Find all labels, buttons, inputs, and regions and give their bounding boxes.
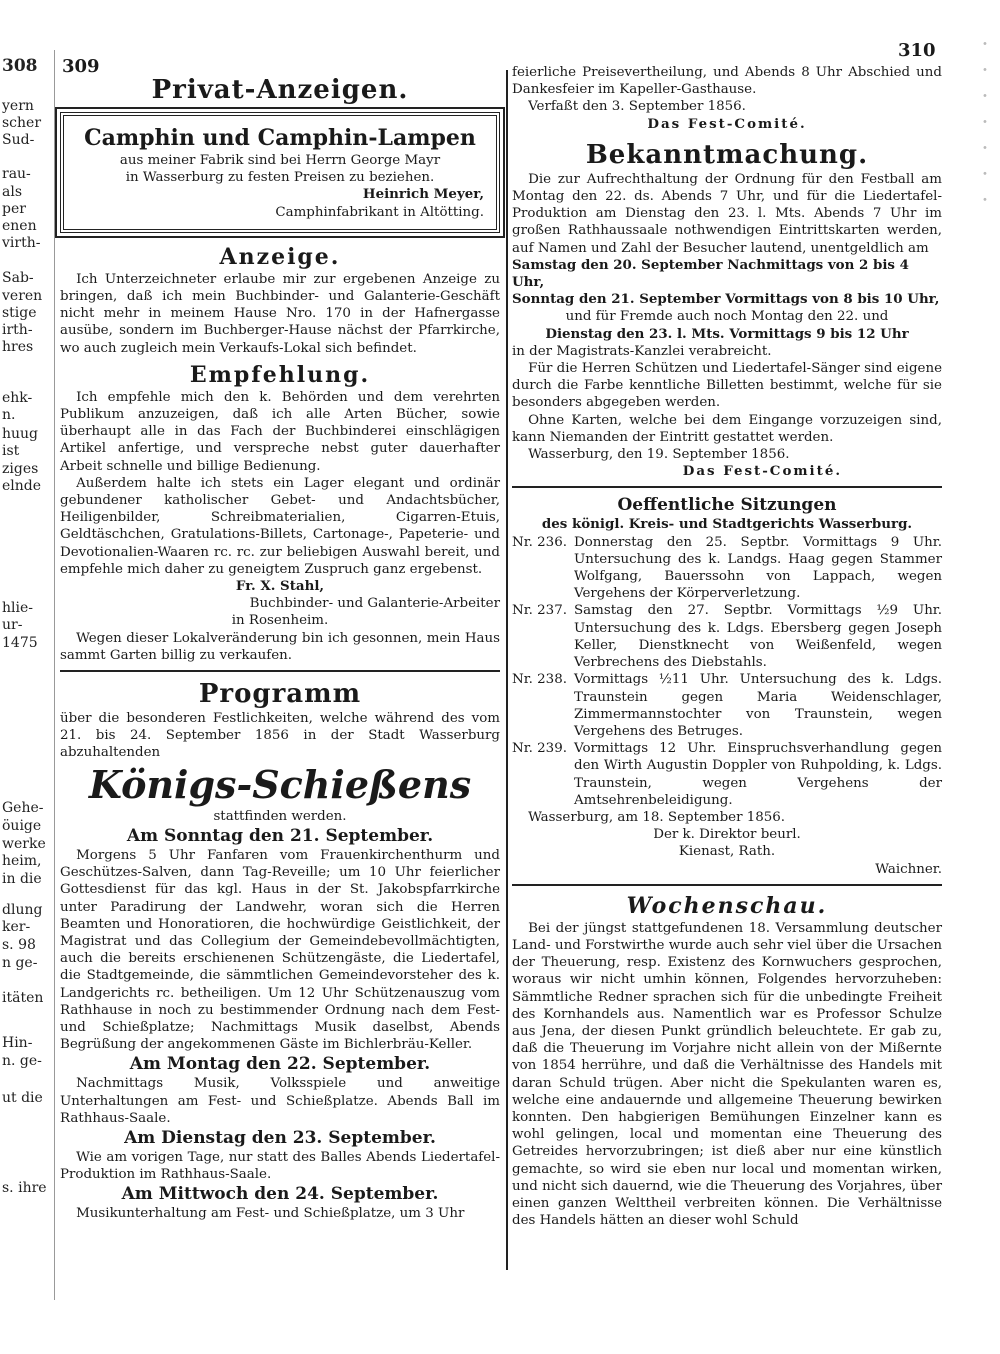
next-page-edge (954, 0, 1000, 1354)
margin-fragment: irth- (2, 322, 33, 338)
camphin-ad-signer-role: Camphinfabrikant in Altötting. (275, 204, 484, 220)
bekanntmachung-paragraph-2: Für die Herren Schützen und Liedertafel-Sänger sind eigene durch die Farbe kenntliche Billetten bestimmt, welche für sie besonders abgegeben werden. (512, 361, 942, 411)
day-text-monday: Nachmittags Musik, Volksspiele und anweitige Unterhaltungen am Fest- und Schießplatze. Abends Ball im Rathhaus-Saale. (60, 1076, 500, 1126)
margin-fragment: hres (2, 339, 34, 355)
sitzung-number: Nr. 237. (512, 603, 567, 619)
margin-fragment: rau- (2, 166, 31, 182)
bekanntmachung-schedule-1: Samstag den 20. September Nachmittags von 2 bis 4 Uhr, (512, 256, 909, 291)
margin-fragment: öuige (2, 818, 42, 834)
margin-fragment: hlie- (2, 600, 33, 616)
day-heading-monday: Am Montag den 22. September. (129, 1054, 431, 1075)
left-page-number: 309 (62, 56, 100, 77)
margin-fragment: dlung (2, 902, 43, 918)
bekanntmachung-schedule-5: in der Magistrats-Kanzlei verabreicht. (512, 343, 772, 359)
right-page-number: 310 (898, 40, 936, 61)
programm-intro-2: stattfinden werden. (213, 808, 347, 824)
margin-fragment: n. (2, 407, 16, 423)
prev-page-number: 308 (2, 56, 38, 76)
sitzung-text: Samstag den 27. Septbr. Vormittags ½9 Uhr. Untersuchung des k. Ldgs. Ebersberg gegen Joseph Keller, Dienstknecht von Weißenfeld, wegen Verbrechens des Diebstahls. (574, 603, 942, 671)
bekanntmachung-schedule-2: Sonntag den 21. September Vormittags von 8 bis 10 Uhr, (512, 291, 940, 308)
empfehlung-paragraph-2: Außerdem halte ich stets ein Lager elegant und ordinär gebundener katholischer Gebet- und Andachtsbücher, Heiligenbilder, Schreibmaterialien, Cigarren-Etuis, Geldtäschchen, Gratulations-Billets, Cartonage-, Papeterie- und Devotionalien-Waaren rc. rc. zur beliebigen Auswahl bereit, und empfehle mich daher zu geneigtem Zuspruch ganz ergebenst. (60, 475, 500, 577)
programm-signer: Das Fest-Comité. (647, 115, 807, 132)
margin-fragment: n. ge- (2, 1053, 42, 1069)
margin-fragment: 1475 (2, 635, 38, 651)
margin-fragment: s. ihre (2, 1180, 47, 1196)
bekanntmachung-schedule-3: und für Fremde auch noch Montag den 22. und (565, 309, 889, 325)
margin-fragment: stige (2, 305, 37, 321)
programm-continuation: feierliche Preisevertheilung, und Abends 8 Uhr Abschied und Dankesfeier im Kapeller-Gasthause. (512, 65, 942, 98)
empfehlung-signer: Fr. X. Stahl, (235, 578, 325, 595)
camphin-ad-line1: aus meiner Fabrik sind bei Herrn George Mayr (119, 153, 441, 168)
wochenschau-text: Bei der jüngst stattgefundenen 18. Versammlung deutscher Land- und Forstwirthe wurde auch sehr viel über die Ursachen der Theuerung, resp. Existenz des Kornwuchers gesprochen, woraus wir nicht umhin können, Folgendes hervorzuheben: Sämmtliche Redner sprachen sich für die unbedingte Freiheit des Kornhandels aus. Namentlich war es Professor Schulze aus Jena, der diesen Punkt gründlich beleuchtete. Er gab zu, daß die Theuerung im Vorjahre nicht allein von der Mißernte von 1854 herrühre, und daß die Verhältnisse des Handels mit daran Schuld trügen. Aber nicht die Spekulanten waren es, welche eine andauernde und allgemeine Theuerung bewirken konnten. Den habgierigen Bemühungen Einzelner kann es wohl gelingen, local und momentan eine Theuerung des Getreides hervorzubringen; ist dieß aber nur eine künstlich gemachte, so wird sie eben nur local und momentan wirken, und nicht sich dauernd, wie die Theuerung des Vorjahres, über einen ganzen Welttheil verbreiten können. Die Verhältnisse des Handels hätten an dieser wohl Schuld (512, 920, 942, 1229)
bekanntmachung-paragraph-1: Die zur Aufrechthaltung der Ordnung für den Festball am Montag den 22. ds. Abends 7 Uhr, und für die Liedertafel-Produktion am Dienstag den 23. l. Mts. Abends 7 Uhr im großen Rathhaussaale nothwendigen Eintrittskarten werden, auf Namen und Zahl der Besucher lautend, unentgeldlich am (512, 171, 942, 256)
separator (60, 670, 500, 672)
margin-fragment: werke (2, 836, 46, 852)
sitzung-text: Vormittags ½11 Uhr. Untersuchung des k. Ldgs. Traunstein gegen Maria Weidenschlager, Zimmermannstochter von Traunstein, wegen Vergehens des Betruges. (574, 672, 942, 739)
empfehlung-signer-place: in Rosenheim. (231, 613, 329, 629)
page-gutter-line (54, 50, 55, 1300)
separator (512, 884, 942, 886)
programm-big-title: Königs-Schießens (88, 761, 472, 807)
anzeige-title: Anzeige. (219, 243, 341, 270)
column-divider (506, 70, 508, 1270)
sitzungen-clerk: Waichner. (875, 861, 942, 877)
day-text-sunday: Morgens 5 Uhr Fanfaren vom Frauenkirchenthurm und Geschützes-Salven, dann Tag-Reveille; um 10 Uhr feierlicher Gottesdienst für das kgl. Haus in der St. Jakobspfarrkirche unter Paradirung der Landwehr, woran sich die Herren Beamten und Honoratioren, die hochwürdige Geistlichkeit, der Magistrat und das Collegium der Gemeindebevollmächtigten, auch die bereits erschienenen Schützengäste, die Liedertafel, die Stadtgemeinde, die sämmtlichen Gemeindevorsteher des k. Landgerichts rc. betheiligen. Um 12 Uhr Schützenauszug vom Rathhause in noch zu bestimmender Ordnung nach dem Fest- und Schießplatze; Nachmittags Musik daselbst, Abends Begrüßung der angekommenen Gäste im Bichlerbräu-Keller. (60, 847, 500, 1053)
sitzung-item (512, 602, 942, 671)
section-title: Privat-Anzeigen. (151, 75, 409, 105)
day-heading-tuesday: Am Dienstag den 23. September. (124, 1127, 436, 1148)
sitzungen-date: Wasserburg, am 18. September 1856. (528, 809, 786, 825)
empfehlung-paragraph-3: Wegen dieser Lokalveränderung bin ich gesonnen, mein Haus sammt Garten billig zu verkaufen. (60, 630, 500, 663)
margin-fragment: n ge- (2, 955, 38, 971)
camphin-ad-signer: Heinrich Meyer, (362, 186, 484, 203)
sitzung-item (512, 671, 942, 740)
margin-fragment: s. 98 (2, 937, 36, 953)
day-text-wednesday: Musikunterhaltung am Fest- und Schießplatze, um 3 Uhr (76, 1206, 465, 1222)
margin-fragment: scher (2, 115, 42, 131)
margin-fragment: ker- (2, 919, 31, 935)
sitzung-number: Nr. 239. (512, 741, 567, 757)
margin-fragment: virth- (2, 235, 41, 251)
camphin-advertisement (60, 112, 500, 233)
empfehlung-signer-role: Buchbinder- und Galanterie-Arbeiter (249, 596, 500, 612)
bekanntmachung-signer: Das Fest-Comité. (682, 463, 842, 480)
wochenschau-title: Wochenschau. (626, 892, 828, 919)
margin-fragment: itäten (2, 990, 44, 1006)
programm-title: Programm (198, 679, 362, 710)
empfehlung-paragraph-1: Ich empfehle mich den k. Behörden und dem verehrten Publikum anzuzeigen, daß ich alle Arten Bücher, sowie überhaupt alle in das Fach der Buchbinderei einschlägigen Artikel anfertige, und verspreche nebst guter dauerhafter Arbeit schnelle und billige Bedienung. (60, 389, 500, 474)
margin-fragment: huug (2, 426, 39, 442)
margin-fragment: Sud- (2, 132, 35, 148)
sitzungen-title: Oeffentliche Sitzungen (617, 495, 837, 516)
margin-fragment: ehk- (2, 390, 33, 406)
sitzungen-director: Der k. Direktor beurl. (653, 827, 801, 843)
margin-fragment: ut die (2, 1090, 43, 1106)
separator (512, 486, 942, 488)
sitzungen-subtitle: des königl. Kreis- und Stadtgerichts Wasserburg. (541, 516, 913, 533)
bekanntmachung-title: Bekanntmachung. (585, 139, 869, 170)
programm-date: Verfaßt den 3. September 1856. (528, 99, 746, 115)
bekanntmachung-paragraph-3: Ohne Karten, welche bei dem Eingange vorzuzeigen sind, kann Niemanden der Eintritt gestattet werden. (512, 412, 942, 445)
bekanntmachung-date: Wasserburg, den 19. September 1856. (528, 447, 790, 463)
camphin-ad-title: Camphin und Camphin-Lampen (84, 125, 476, 151)
sitzung-number: Nr. 238. (512, 672, 567, 688)
day-text-tuesday: Wie am vorigen Tage, nur statt des Balles Abends Liedertafel-Produktion im Rathhaus-Saale. (60, 1149, 500, 1183)
margin-fragment: veren (2, 288, 43, 304)
bekanntmachung-schedule-4: Dienstag den 23. l. Mts. Vormittags 9 bis 12 Uhr (545, 325, 909, 342)
sitzung-item (512, 740, 942, 809)
sitzung-number: Nr. 236. (512, 534, 567, 550)
camphin-ad-line2: in Wasserburg zu festen Preisen zu beziehen. (125, 170, 435, 186)
sitzung-text: Donnerstag den 25. Septbr. Vormittags 9 Uhr. Untersuchung des k. Landgs. Haag gegen Stammer Wolfgang, Bauerssohn von Lappach, wegen Vergehens der Körperverletzung. (574, 534, 942, 602)
margin-fragment: Sab- (2, 270, 34, 286)
margin-fragment: elnde (2, 478, 42, 494)
previous-page-edge (0, 0, 52, 1354)
margin-fragment: enen (2, 218, 37, 234)
margin-fragment: ziges (2, 461, 39, 477)
empfehlung-title: Empfehlung. (189, 361, 371, 388)
left-column (60, 62, 500, 1223)
margin-fragment: als (2, 184, 23, 200)
margin-fragment: ist (2, 443, 20, 459)
day-heading-sunday: Am Sonntag den 21. September. (126, 825, 434, 846)
margin-fragment: heim, (2, 853, 42, 869)
bleed-through-text: · · · · · · · (971, 40, 996, 209)
sitzungen-rath: Kienast, Rath. (678, 844, 776, 860)
right-column (512, 64, 942, 1229)
sitzung-text: Vormittags 12 Uhr. Einspruchsverhandlung gegen den Wirth Augustin Doppler von Ruhpolding, k. Ldgs. Traunstein, wegen Vergehens der Amtsehrenbeleidigung. (574, 741, 942, 808)
margin-fragment: Hin- (2, 1035, 33, 1051)
day-heading-wednesday: Am Mittwoch den 24. September. (121, 1184, 439, 1205)
anzeige-text: Ich Unterzeichneter erlaube mir zur ergebenen Anzeige zu bringen, daß ich mein Buchbinder- und Galanterie-Geschäft nicht mehr in meinem Hause Nro. 170 in der Hafnergasse ausübe, sondern im Buchberger-Hause nächst der Pfarrkirche, wo auch zugleich mein Verkaufs-Lokal sich befindet. (60, 271, 500, 356)
margin-fragment: ur- (2, 617, 23, 633)
margin-fragment: yern (2, 98, 34, 114)
margin-fragment: Gehe- (2, 800, 44, 816)
sitzung-item (512, 534, 942, 603)
margin-fragment: in die (2, 871, 42, 887)
programm-intro: über die besonderen Festlichkeiten, welche während des vom 21. bis 24. September 1856 in der Stadt Wasserburg abzuhaltenden (60, 711, 500, 761)
margin-fragment: per (2, 201, 26, 217)
